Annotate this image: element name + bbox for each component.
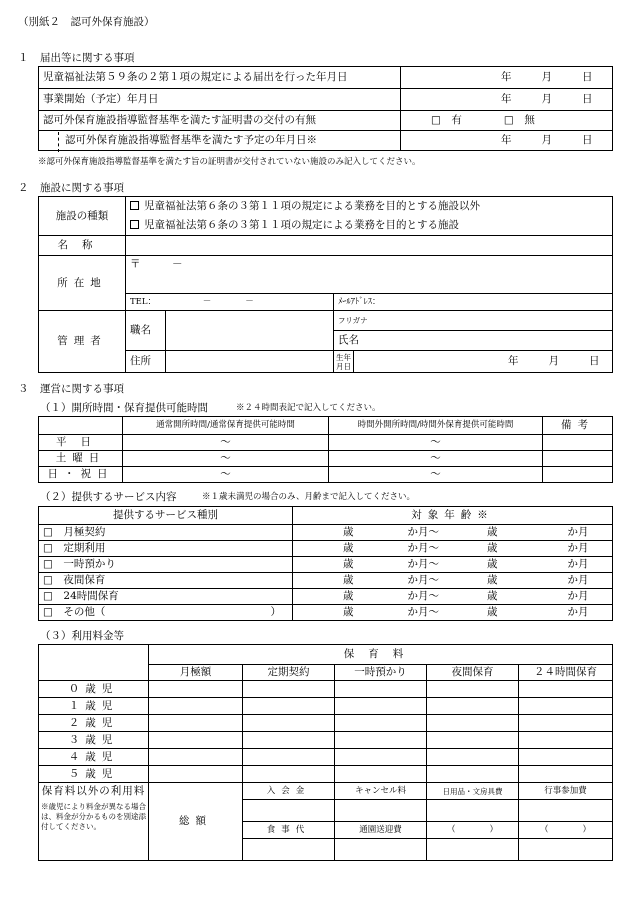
table-row bbox=[39, 294, 613, 311]
row-label: 認可外保育施設指導監督基準を満たす予定の年月日※ bbox=[39, 131, 401, 151]
fee-cell[interactable] bbox=[149, 732, 243, 749]
fee-cell[interactable] bbox=[427, 749, 519, 766]
item-label: 食事代 bbox=[243, 822, 335, 839]
job-title-label: 職名 bbox=[126, 311, 166, 351]
extra-hours-field[interactable]: ～ bbox=[329, 435, 543, 451]
item-label: 日用品・文房具費 bbox=[427, 783, 519, 800]
table-row bbox=[39, 573, 613, 589]
normal-hours-field[interactable]: ～ bbox=[123, 467, 329, 483]
item-label: 行事参加費 bbox=[519, 783, 613, 800]
birthdate-field[interactable]: 年 月 日 bbox=[354, 351, 613, 373]
row-label: 認可外保育施設指導監督基準を満たす証明書の交付の有無 bbox=[39, 111, 401, 131]
section1-number: １ bbox=[18, 52, 29, 64]
row-label: 事業開始（予定）年月日 bbox=[39, 89, 401, 111]
day-label: 平日 bbox=[39, 435, 123, 451]
table-row bbox=[39, 111, 613, 131]
table-row bbox=[39, 89, 613, 111]
fee-cell[interactable] bbox=[427, 715, 519, 732]
hours-table bbox=[38, 416, 613, 483]
fee-cell[interactable] bbox=[335, 698, 427, 715]
fee-cell[interactable] bbox=[243, 698, 335, 715]
fee-column-header: 定期契約 bbox=[243, 665, 335, 681]
full-name-field[interactable] bbox=[334, 331, 613, 351]
remarks-header: 備考 bbox=[543, 417, 613, 435]
service-option[interactable]: □ 夜間保育 bbox=[39, 573, 293, 589]
fee-cell[interactable] bbox=[243, 715, 335, 732]
normal-hours-field[interactable]: ～ bbox=[123, 435, 329, 451]
fee-cell[interactable] bbox=[427, 732, 519, 749]
section1-table bbox=[38, 66, 613, 151]
table-row bbox=[39, 507, 613, 525]
fee-cell[interactable] bbox=[243, 681, 335, 698]
manager-label: 管理者 bbox=[39, 311, 126, 373]
age-range-field[interactable]: 歳 か月～ 歳 か月 bbox=[293, 573, 613, 589]
fee-cell[interactable] bbox=[427, 766, 519, 783]
date-field[interactable]: 年 月 日 bbox=[401, 67, 613, 89]
item-field[interactable] bbox=[335, 839, 427, 861]
table-row bbox=[39, 67, 613, 89]
item-field[interactable] bbox=[427, 800, 519, 822]
age-label: ０歳児 bbox=[39, 681, 149, 698]
fee-cell[interactable] bbox=[335, 749, 427, 766]
age-label: ３歳児 bbox=[39, 732, 149, 749]
table-row bbox=[39, 131, 613, 151]
fee-header: 保育料 bbox=[149, 645, 613, 665]
date-field[interactable]: 年 月 日 bbox=[401, 89, 613, 111]
table-row bbox=[39, 417, 613, 435]
indent-divider bbox=[58, 132, 59, 152]
fee-cell[interactable] bbox=[427, 681, 519, 698]
fee-cell[interactable] bbox=[243, 766, 335, 783]
fee-cell[interactable] bbox=[149, 766, 243, 783]
service-option[interactable]: □ 24時間保育 bbox=[39, 589, 293, 605]
postal-field[interactable]: 〒 － bbox=[126, 256, 613, 294]
fee-column-header: 一時預かり bbox=[335, 665, 427, 681]
facility-name-field[interactable] bbox=[126, 236, 613, 256]
day-label: 日・祝日 bbox=[39, 467, 123, 483]
fee-cell[interactable] bbox=[335, 681, 427, 698]
fee-cell[interactable] bbox=[519, 732, 613, 749]
age-range-field[interactable]: 歳 か月～ 歳 か月 bbox=[293, 525, 613, 541]
sub1-note: ※２４時間表記で記入してください。 bbox=[236, 403, 381, 413]
age-label: ５歳児 bbox=[39, 766, 149, 783]
full-name-label: 氏名 bbox=[338, 334, 359, 347]
total-label: 総額 bbox=[149, 783, 243, 861]
certificate-options[interactable]: □ 有 □ 無 bbox=[401, 111, 613, 131]
fee-cell[interactable] bbox=[519, 749, 613, 766]
table-row bbox=[39, 766, 613, 783]
table-row bbox=[39, 351, 613, 373]
document-header: （別紙２ 認可外保育施設） bbox=[18, 16, 155, 28]
birthdate-label: 生年月日 bbox=[334, 351, 354, 373]
fee-cell[interactable] bbox=[335, 732, 427, 749]
extra-hours-header: 時間外開所時間/時間外保育提供可能時間 bbox=[329, 417, 543, 435]
age-label: ４歳児 bbox=[39, 749, 149, 766]
age-range-field[interactable]: 歳 か月～ 歳 か月 bbox=[293, 541, 613, 557]
table-row bbox=[39, 451, 613, 467]
fee-cell[interactable] bbox=[519, 766, 613, 783]
tel-field[interactable]: TEL： － － bbox=[126, 294, 334, 311]
extra-hours-field[interactable]: ～ bbox=[329, 467, 543, 483]
job-title-field[interactable] bbox=[166, 311, 334, 351]
normal-hours-field[interactable]: ～ bbox=[123, 451, 329, 467]
fees-table bbox=[38, 644, 613, 861]
item-field[interactable] bbox=[335, 800, 427, 822]
service-option[interactable]: □ その他（ ） bbox=[39, 605, 293, 621]
table-row bbox=[39, 732, 613, 749]
item-field[interactable] bbox=[519, 800, 613, 822]
table-row bbox=[39, 589, 613, 605]
section2-table bbox=[38, 196, 613, 373]
extra-hours-field[interactable]: ～ bbox=[329, 451, 543, 467]
other-fees-label: 保育料以外の利用料 ※歳児により料金が異なる場合は、料金が分かるものを別途添付してください。 bbox=[39, 783, 149, 861]
table-row bbox=[39, 525, 613, 541]
age-range-field[interactable]: 歳 か月～ 歳 か月 bbox=[293, 557, 613, 573]
custom-item-label[interactable]: （ ） bbox=[519, 822, 613, 839]
sub3-title: （３）利用料金等 bbox=[40, 630, 124, 642]
section3-number: ３ bbox=[18, 383, 29, 395]
custom-item-label[interactable]: （ ） bbox=[427, 822, 519, 839]
fee-cell[interactable] bbox=[335, 766, 427, 783]
fee-cell[interactable] bbox=[519, 681, 613, 698]
sub2-title: （２）提供するサービス内容 bbox=[40, 491, 177, 503]
target-age-header: 対象年齢※ bbox=[293, 507, 613, 525]
fee-cell[interactable] bbox=[149, 681, 243, 698]
table-row bbox=[39, 715, 613, 732]
remarks-field[interactable] bbox=[543, 467, 613, 483]
services-table bbox=[38, 506, 613, 621]
service-type-header: 提供するサービス種別 bbox=[39, 507, 293, 525]
fee-cell[interactable] bbox=[243, 749, 335, 766]
email-field[interactable]: ﾒｰﾙｱﾄﾞﾚｽ： bbox=[334, 294, 613, 311]
sub2-note: ※１歳未満児の場合のみ、月齢まで記入してください。 bbox=[202, 492, 416, 502]
table-row bbox=[39, 557, 613, 573]
item-field[interactable] bbox=[243, 839, 335, 861]
table-row bbox=[39, 749, 613, 766]
table-row bbox=[39, 236, 613, 256]
item-field[interactable] bbox=[243, 800, 335, 822]
age-label: ２歳児 bbox=[39, 715, 149, 732]
table-row bbox=[39, 311, 613, 331]
checkbox-icon[interactable] bbox=[130, 201, 139, 210]
section2-title: 施設に関する事項 bbox=[40, 182, 124, 194]
fee-cell[interactable] bbox=[427, 698, 519, 715]
table-row bbox=[39, 783, 613, 800]
remarks-field[interactable] bbox=[543, 435, 613, 451]
fee-cell[interactable] bbox=[149, 749, 243, 766]
table-row bbox=[39, 698, 613, 715]
age-label: １歳児 bbox=[39, 698, 149, 715]
item-field[interactable] bbox=[427, 839, 519, 861]
furigana-label: フリガナ bbox=[334, 311, 613, 331]
table-row bbox=[39, 645, 613, 665]
table-row bbox=[39, 467, 613, 483]
item-field[interactable] bbox=[519, 839, 613, 861]
age-range-field[interactable]: 歳 か月～ 歳 か月 bbox=[293, 589, 613, 605]
section1-note: ※認可外保育施設指導監督基準を満たす旨の証明書が交付されていない施設のみ記入してください。 bbox=[38, 157, 421, 167]
row-label: 児童福祉法第５９条の２第１項の規定による届出を行った年月日 bbox=[39, 67, 401, 89]
table-row bbox=[39, 435, 613, 451]
remarks-field[interactable] bbox=[543, 451, 613, 467]
service-option[interactable]: □ 一時預かり bbox=[39, 557, 293, 573]
fee-cell[interactable] bbox=[243, 732, 335, 749]
table-row bbox=[39, 605, 613, 621]
fee-cell[interactable] bbox=[149, 698, 243, 715]
section3-title: 運営に関する事項 bbox=[40, 383, 124, 395]
facility-name-label: 名称 bbox=[39, 236, 126, 256]
table-row bbox=[39, 197, 613, 236]
day-label: 土曜日 bbox=[39, 451, 123, 467]
table-row bbox=[39, 681, 613, 698]
item-label: キャンセル料 bbox=[335, 783, 427, 800]
facility-kind-label: 施設の種類 bbox=[39, 197, 126, 236]
fee-column-header: 夜間保育 bbox=[427, 665, 519, 681]
manager-address-field[interactable] bbox=[166, 351, 334, 373]
blank-cell bbox=[39, 645, 149, 681]
sub1-title: （１）開所時間・保育提供可能時間 bbox=[40, 402, 208, 414]
service-option[interactable]: □ 定期利用 bbox=[39, 541, 293, 557]
section1-title: 届出等に関する事項 bbox=[40, 52, 135, 64]
age-range-field[interactable]: 歳 か月～ 歳 か月 bbox=[293, 605, 613, 621]
section2-number: ２ bbox=[18, 182, 29, 194]
table-row bbox=[39, 541, 613, 557]
fee-cell[interactable] bbox=[519, 715, 613, 732]
checkbox-icon[interactable] bbox=[130, 220, 139, 229]
address-label: 所在地 bbox=[39, 256, 126, 311]
service-option[interactable]: □ 月極契約 bbox=[39, 525, 293, 541]
other-fees-note: ※歳児により料金が異なる場合は、料金が分かるものを別途添付してください。 bbox=[41, 801, 146, 831]
fee-column-header: ２４時間保育 bbox=[519, 665, 613, 681]
manager-address-label: 住所 bbox=[126, 351, 166, 373]
table-row bbox=[39, 256, 613, 294]
facility-kind-options[interactable]: 児童福祉法第６条の３第１１項の規定による業務を目的とする施設以外 児童福祉法第６条の３第１１項の規定による業務を目的とする施設 bbox=[126, 197, 613, 236]
fee-cell[interactable] bbox=[335, 715, 427, 732]
item-label: 通園送迎費 bbox=[335, 822, 427, 839]
blank-cell bbox=[39, 417, 123, 435]
normal-hours-header: 通常開所時間/通常保育提供可能時間 bbox=[123, 417, 329, 435]
fee-cell[interactable] bbox=[149, 715, 243, 732]
date-field[interactable]: 年 月 日 bbox=[401, 131, 613, 151]
fee-cell[interactable] bbox=[519, 698, 613, 715]
fee-column-header: 月極額 bbox=[149, 665, 243, 681]
item-label: 入会金 bbox=[243, 783, 335, 800]
